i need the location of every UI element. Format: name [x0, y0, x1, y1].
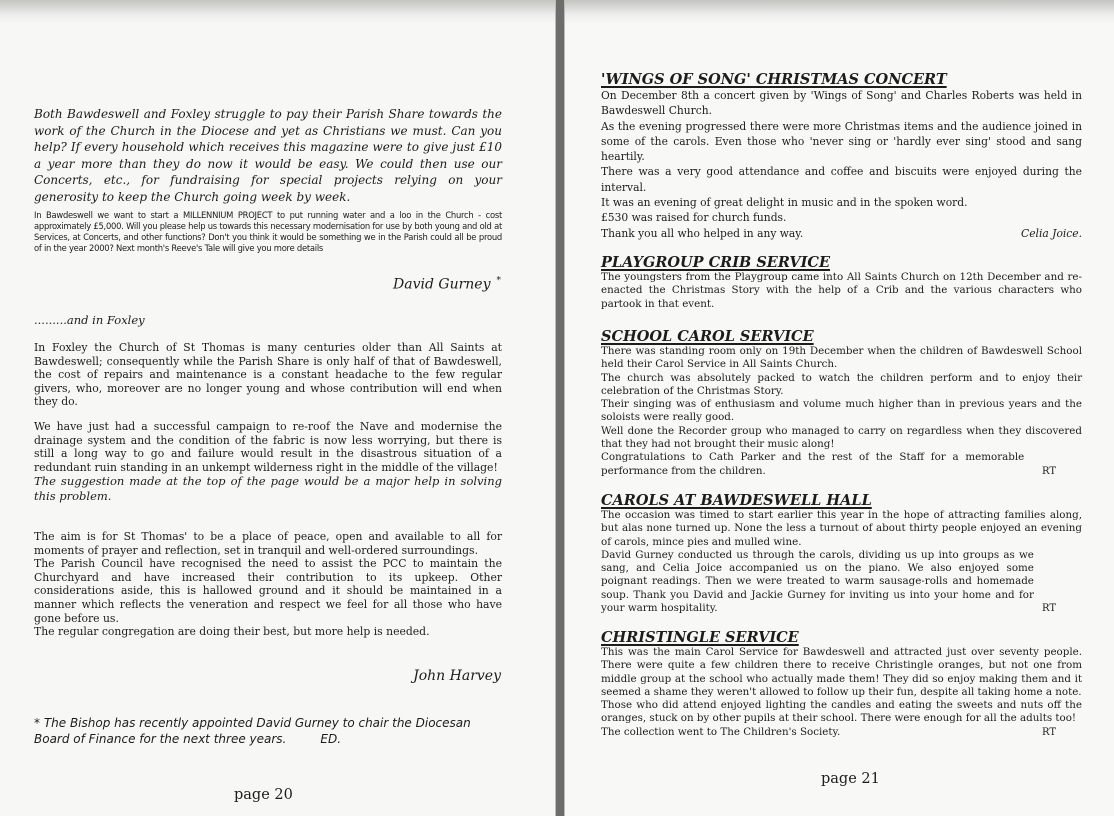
christingle-closing-row — [601, 726, 1082, 739]
foxley-heading: .........and in Foxley — [34, 313, 145, 327]
foxley-paragraph-3 — [34, 530, 502, 639]
wings-of-song-heading: 'WINGS OF SONG' CHRISTMAS CONCERT — [601, 71, 947, 88]
wings-text-1: On December 8th a concert given by 'Wings of Song' and Charles Roberts was held in Bawdeswell Church. — [601, 89, 1082, 118]
wings-text-2: As the evening progressed there were more Christmas items and the audience joined in some of the carols. Even those who 'never sing or 'hardly ever sing' stood and sang heartily. — [601, 119, 1082, 164]
millennium-project-note: In Bawdeswell we want to start a MILLENNIUM PROJECT to put running water and a loo in the Church - cost approximately £5,000. Will you please help us towards this necessary modernisation for use by both young and old at Services, at Concerts, and other functions? Don't you think it would be something we in the Parish could all be proud of in the year 2000? Next month's Reeve's Tale will give you more details — [34, 210, 502, 253]
school-text-1: There was standing room only on 19th December when the children of Bawdeswell School held their Carol Service in All Saints Church. — [601, 345, 1082, 371]
credit-rt: RT — [1041, 465, 1056, 477]
school-carol-heading: SCHOOL CAROL SERVICE — [601, 328, 814, 345]
wings-thanks: Thank you all who helped in any way. — [601, 226, 804, 240]
scan-shadow — [565, 0, 1114, 24]
christingle-text-2: Those who did attend enjoyed lighting the candles and eating the sweets and nuts off the oranges, stuck on by other pupils at their school. There were enough for all the adults too! — [601, 699, 1082, 725]
school-text-5: Congratulations to Cath Parker and the rest of the Staff for a memorable performance from the children. — [601, 451, 1025, 477]
wings-closing-row — [601, 226, 1082, 241]
christingle-article — [601, 629, 1082, 739]
credit-rt: RT — [1041, 726, 1056, 738]
page-number-20: page 20 — [234, 787, 293, 803]
playgroup-heading: PLAYGROUP CRIB SERVICE — [601, 254, 830, 271]
right-page — [564, 0, 1114, 816]
school-closing-row — [601, 451, 1082, 478]
wings-text-5: £530 was raised for church funds. — [601, 211, 787, 225]
left-page — [0, 0, 556, 816]
hall-closing-row — [601, 549, 1082, 615]
bawdeswell-hall-heading: CAROLS AT BAWDESWELL HALL — [601, 492, 872, 509]
wings-text-4: It was an evening of great delight in music and in the spoken word. — [601, 196, 968, 210]
bawdeswell-hall-article — [601, 492, 1082, 615]
footnote-text: * The Bishop has recently appointed David Gurney to chair the Diocesan Board of Finance for the next three years. — [34, 716, 471, 746]
christingle-heading: CHRISTINGLE SERVICE — [601, 629, 799, 646]
wings-of-song-article — [601, 71, 1082, 241]
school-carol-article — [601, 328, 1082, 478]
foxley-paragraph-1: In Foxley the Church of St Thomas is many centuries older than All Saints at Bawdeswell; consequently while the Parish Share is only half of that of Bawdeswell, the cost of repairs and maintenance is a constant headache to the few regular givers, who, moreover are no longer young and whose contribution will end when they do. — [34, 341, 502, 409]
foxley-suggestion: The suggestion made at the top of the page would be a major help in solving this problem. — [34, 474, 502, 504]
christingle-text-3: The collection went to The Children's Society. — [601, 725, 841, 738]
christingle-text-1: This was the main Carol Service for Bawdeswell and attracted just over seventy people. There were quite a few children there to receive Christingle oranges, but not one from middle group at the school who actually made them! They did so enjoy making them and it seemed a shame they weren't allowed to follow up their fun, despite all taking home a note. — [601, 646, 1082, 698]
signature-john-harvey: John Harvey — [413, 668, 501, 684]
foxley-parish-council: The Parish Council have recognised the need to assist the PCC to maintain the Churchyard and have increased their contribution to its upkeep. Other considerations aside, this is hallowed ground and it should be maintained in a manner which reflects the veneration and respect we feel for all those who have gone before us. — [34, 557, 502, 625]
page-number-21: page 21 — [821, 771, 880, 787]
signature-name: David Gurney — [393, 276, 491, 293]
hall-text-2: David Gurney conducted us through the carols, dividing us up into groups as we sang, and Celia Joice accompanied us on the piano. We also enjoyed some poignant readings. Then we were treated to warm sausage-rolls and homemade soup. Thank you David and Jackie Gurney for inviting us into your home and for your warm hospitality. — [601, 548, 1034, 615]
foxley-roof-text: We have just had a successful campaign to re-roof the Nave and modernise the drainage system and the condition of the fabric is now less worrying, but there is still a long way to go and failure would result in the disastrous situation of a redundant ruin standing in an unkempt wilderness right in the middle of the village! — [34, 420, 502, 474]
foxley-aim: The aim is for St Thomas' to be a place of peace, open and available to all for moments of prayer and reflection, set in tranquil and well-ordered surroundings. — [34, 530, 502, 557]
school-text-2: The church was absolutely packed to watch the children perform and to enjoy their celebration of the Christmas Story. — [601, 371, 1082, 397]
foxley-congregation: The regular congregation are doing their best, but more help is needed. — [34, 625, 430, 639]
signature-david-gurney — [393, 276, 501, 293]
playgroup-article — [601, 254, 1082, 311]
wings-text-3: There was a very good attendance and coffee and biscuits were enjoyed during the interval. — [601, 165, 1082, 194]
school-text-4: Well done the Recorder group who managed to carry on regardless when they discovered that they had not brought their music along! — [601, 424, 1082, 451]
page-gutter — [556, 0, 564, 816]
footnote-mark: * — [496, 276, 501, 286]
foxley-paragraph-2 — [34, 420, 502, 504]
editor-footnote — [34, 715, 502, 747]
parish-share-appeal: Both Bawdeswell and Foxley struggle to pay their Parish Share towards the work of the Church in the Diocese and yet as Christians we must. Can you help? If every household which receives this magazine were to give just £10 a year more than they do now it would be easy. We could then use our Concerts, etc., for fundraising for special projects relying on your generosity to keep the Church going week by week. — [34, 107, 502, 204]
credit-rt: RT — [1041, 603, 1056, 615]
credit-celia-joice: Celia Joice. — [1021, 226, 1082, 240]
hall-text-1: The occasion was timed to start earlier this year in the hope of attracting families along, but alas none turned up. None the less a turnout of about thirty people enjoyed an evening of carols, mince pies and mulled wine. — [601, 509, 1082, 548]
school-text-3: Their singing was of enthusiasm and volume much higher than in previous years and the soloists were really good. — [601, 398, 1082, 424]
playgroup-text: The youngsters from the Playgroup came into All Saints Church on 12th December and re-enacted the Christmas Story with the help of a Crib and the various characters who partook in that event. — [601, 271, 1082, 310]
editor-initials: ED. — [320, 732, 342, 746]
scan-shadow — [0, 0, 555, 24]
